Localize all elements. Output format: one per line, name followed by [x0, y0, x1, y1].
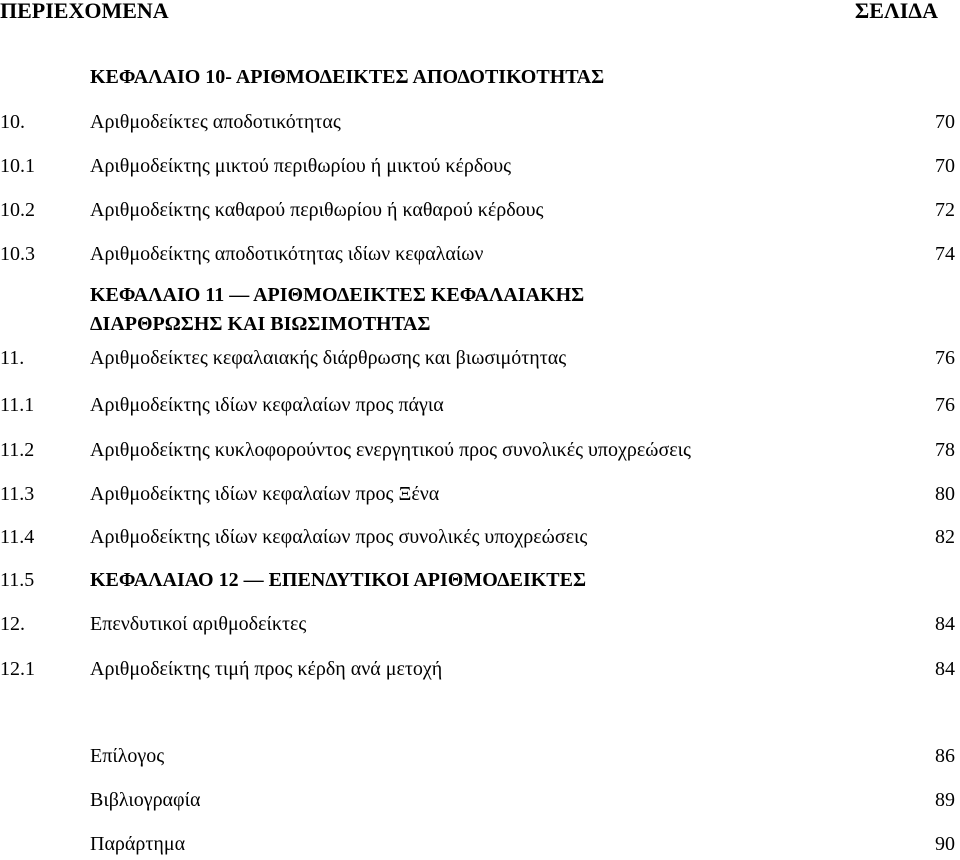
toc-entry-epilogue: [0, 742, 960, 770]
entry-page: 70: [935, 111, 955, 133]
entry-number: 12.: [0, 613, 25, 635]
toc-entry-12: [0, 610, 960, 638]
entry-title: Αριθμοδείκτης μικτού περιθωρίου ή μικτού κέρδους: [90, 155, 512, 177]
entry-page: 84: [935, 613, 955, 635]
entry-page: 78: [935, 439, 955, 461]
entry-number: 11.: [0, 347, 25, 369]
toc-entry-10: [0, 108, 960, 136]
entry-title: Αριθμοδείκτης τιμή προς κέρδη ανά μετοχή: [90, 658, 443, 680]
toc-entry-11-5: [0, 566, 960, 594]
entry-title: Αριθμοδείκτης αποδοτικότητας ιδίων κεφαλαίων: [90, 243, 484, 265]
entry-title: Αριθμοδείκτης ιδίων κεφαλαίων προς Ξένα: [90, 483, 440, 505]
entry-page: 89: [935, 789, 955, 811]
entry-number: 11.4: [0, 526, 35, 548]
entry-title: Βιβλιογραφία: [90, 789, 201, 811]
entry-title: Επίλογος: [90, 745, 165, 767]
entry-page: 86: [935, 745, 955, 767]
toc-entry-10-2: [0, 196, 960, 224]
toc-entry-11: [0, 344, 960, 372]
entry-title: Αριθμοδείκτης ιδίων κεφαλαίων προς πάγια: [90, 394, 444, 416]
chapter-10-heading: ΚΕΦΑΛΑΙΟ 10- ΑΡΙΘΜΟΔΕΙΚΤΕΣ ΑΠΟΔΟΤΙΚΟΤΗΤΑΣ: [90, 66, 605, 88]
entry-page: 74: [935, 243, 955, 265]
toc-entry-bibliography: [0, 786, 960, 814]
entry-number: 10.: [0, 111, 25, 133]
entry-number: 11.5: [0, 569, 35, 591]
entry-title: Επενδυτικοί αριθμοδείκτες: [90, 613, 307, 635]
chapter-12-heading: ΚΕΦΑΛΑΙΑΟ 12 — ΕΠΕΝΔΥΤΙΚΟΙ ΑΡΙΘΜΟΔΕΙΚΤΕΣ: [90, 569, 587, 591]
toc-entry-appendix: [0, 830, 960, 858]
toc-entry-10-1: [0, 152, 960, 180]
entry-title: Αριθμοδείκτες κεφαλαιακής διάρθρωσης και βιωσιμότητας: [90, 347, 567, 369]
entry-page: 76: [935, 347, 955, 369]
toc-entry-11-2: [0, 436, 960, 464]
entry-page: 72: [935, 199, 955, 221]
entry-page: 76: [935, 394, 955, 416]
entry-title: Αριθμοδείκτης καθαρού περιθωρίου ή καθαρού κέρδους: [90, 199, 544, 221]
entry-page: 82: [935, 526, 955, 548]
toc-entry-11-4: [0, 523, 960, 551]
entry-number: 10.2: [0, 199, 35, 221]
entry-number: 11.2: [0, 439, 35, 461]
entry-number: 10.1: [0, 155, 35, 177]
toc-entry-11-1: [0, 391, 960, 419]
toc-entry-11-3: [0, 480, 960, 508]
entry-number: 10.3: [0, 243, 35, 265]
entry-title: Αριθμοδείκτες αποδοτικότητας: [90, 111, 341, 133]
entry-number: 11.1: [0, 394, 35, 416]
entry-page: 70: [935, 155, 955, 177]
toc-entry-10-3: [0, 240, 960, 268]
toc-heading: ΠΕΡΙΕΧΟΜΕΝΑ: [0, 0, 169, 23]
chapter-11-heading-line2: ΔΙΑΡΘΡΩΣΗΣ ΚΑΙ ΒΙΩΣΙΜΟΤΗΤΑΣ: [90, 313, 431, 335]
entry-title: Αριθμοδείκτης ιδίων κεφαλαίων προς συνολικές υποχρεώσεις: [90, 526, 588, 548]
entry-page: 80: [935, 483, 955, 505]
page-column-heading: ΣΕΛΙΔΑ: [854, 0, 938, 23]
chapter-11-heading-line1: ΚΕΦΑΛΑΙΟ 11 — ΑΡΙΘΜΟΔΕΙΚΤΕΣ ΚΕΦΑΛΑΙΑΚΗΣ: [90, 284, 585, 306]
entry-page: 90: [935, 833, 955, 855]
entry-number: 12.1: [0, 658, 35, 680]
entry-title: Αριθμοδείκτης κυκλοφορούντος ενεργητικού προς συνολικές υποχρεώσεις: [90, 439, 691, 461]
toc-entry-12-1: [0, 655, 960, 683]
entry-number: 11.3: [0, 483, 35, 505]
entry-title: Παράρτημα: [90, 833, 186, 855]
entry-page: 84: [935, 658, 955, 680]
